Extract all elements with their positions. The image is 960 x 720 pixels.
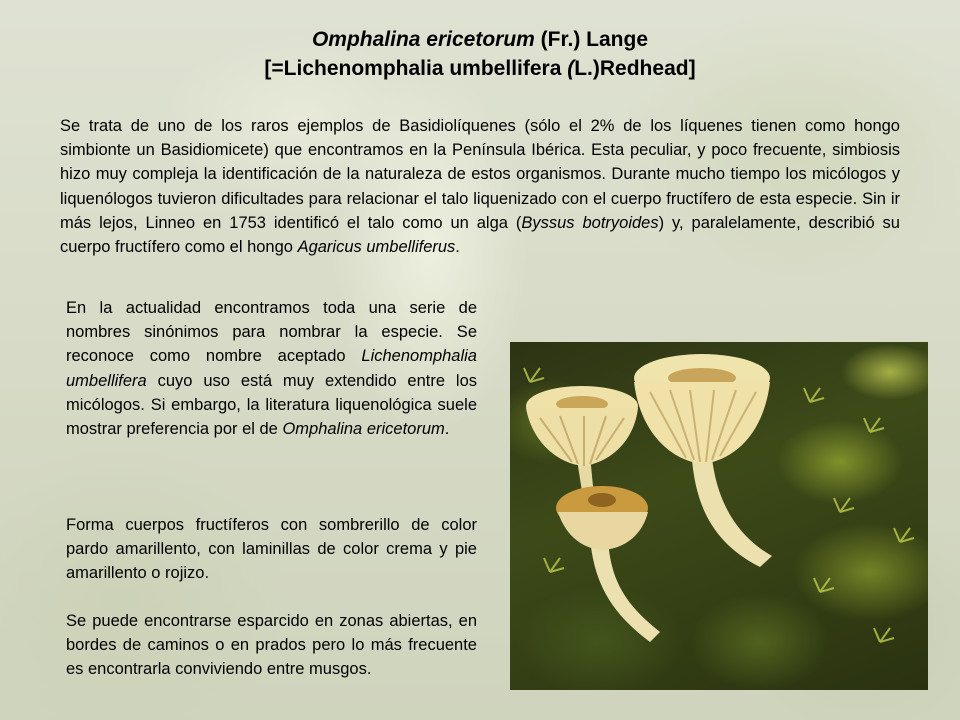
- synonyms-text-2: cuyo uso está muy extendido entre los micólogos. Si embargo, la literatura liquenológica suele mostrar preferencia por el de: [66, 371, 477, 439]
- intro-text-1: Se trata de uno de los raros ejemplos de Basidiolíquenes (sólo el 2% de los líquenes tienen como hongo simbionte un Basidiomicete) que encontramos en la Península Ibérica. Esta peculiar, y poco frecuente, simbiosis hizo muy compleja la identificación de la naturaleza de estos organismos. Durante mucho tiempo los micólogos y liquenólogos tuvieron dificultades para relacionar el talo liquenizado con el cuerpo fructífero de esta especie. Sin ir más lejos, Linneo en 1753 identificó el talo como un alga (: [60, 117, 900, 232]
- intro-text-2: ) y, paralelamente, describió su cuerpo fructífero como el hongo: [60, 213, 900, 257]
- lower-mushroom-stem: [590, 538, 660, 642]
- intro-italic-2: Agaricus umbelliferus: [297, 238, 456, 257]
- intro-text-3: .: [455, 238, 460, 257]
- synonyms-text-1: En la actualidad encontramos toda una serie de nombres sinónimos para nombrar la especie. Se reconoce como nombre aceptado: [66, 299, 477, 366]
- title-synonym-b: L.)Redhead]: [574, 57, 696, 80]
- mushroom-illustration: [510, 342, 928, 690]
- large-mushroom-stem: [692, 458, 772, 567]
- mushroom-photo: [510, 342, 928, 690]
- large-mushroom-gills: [634, 382, 770, 464]
- synonyms-italic-2: Omphalina ericetorum: [282, 420, 445, 439]
- description-paragraph: Forma cuerpos fructíferos con sombrerillo de color pardo amarillento, con laminillas de color crema y pie amarillento o rojizo.: [66, 516, 477, 583]
- habitat-paragraph: Se puede encontrarse esparcido en zonas abiertas, en bordes de caminos o en prados pero lo más frecuente es encontrarla conviviendo entre musgos.: [66, 612, 477, 679]
- lower-mushroom-gills: [558, 512, 648, 550]
- intro-italic-1: Byssus botryoides: [521, 213, 659, 232]
- synonyms-paragraph: [66, 296, 477, 441]
- lower-mushroom-center: [588, 493, 616, 507]
- synonyms-text-3: .: [444, 420, 450, 439]
- synonyms-italic-1: Lichenomphalia umbellifera: [66, 347, 477, 390]
- title-species-name: Omphalina ericetorum: [311, 28, 535, 51]
- title-line-1: [0, 27, 960, 53]
- title-synonym-paren: (: [567, 57, 575, 80]
- intro-paragraph: [60, 114, 900, 259]
- title-author: (Fr.) Lange: [534, 28, 649, 51]
- title-synonym-a: [=Lichenomphalia umbellifera: [264, 57, 568, 80]
- upper-mushroom-gills: [526, 408, 638, 466]
- title-line-2: [0, 56, 960, 82]
